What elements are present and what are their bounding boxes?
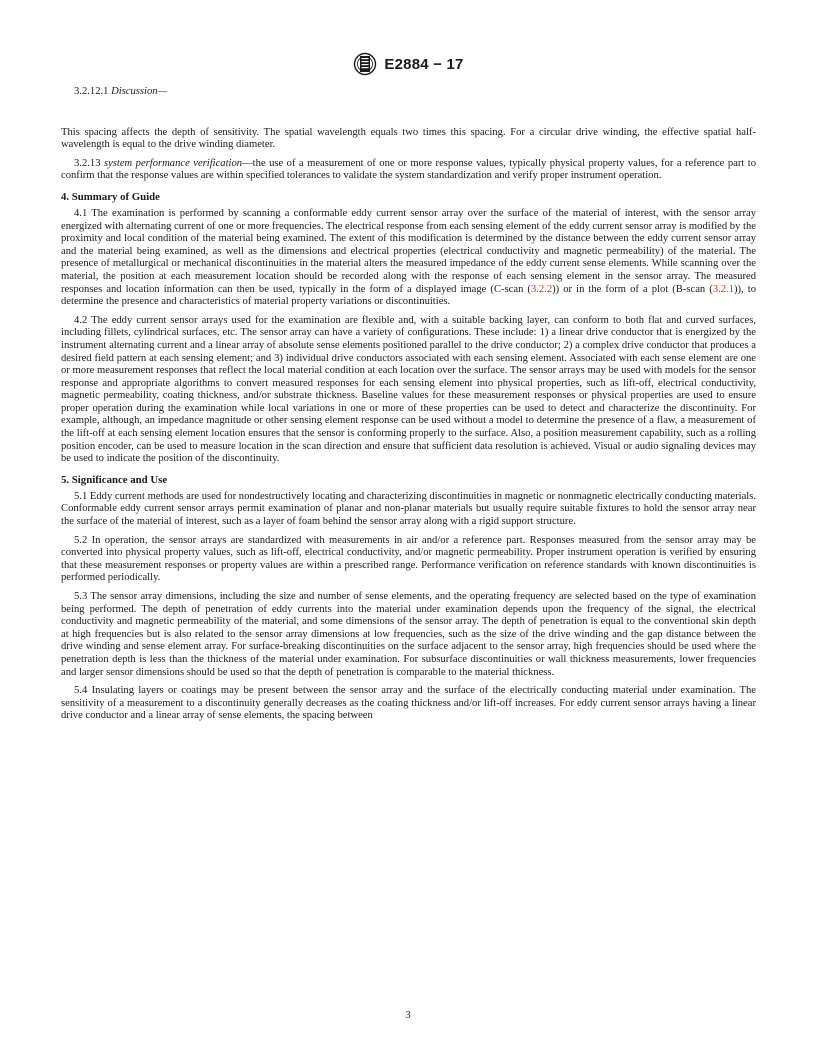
standard-designation: E2884 − 17 xyxy=(384,55,464,73)
document-body xyxy=(61,86,756,723)
paragraph-5-3 xyxy=(61,591,756,679)
discussion-text: This spacing affects the depth of sensitivity. The spatial wavelength equals two times this spacing. For a circular drive winding, the effective spatial half-wavelength is equal to the drive winding diameter. xyxy=(61,126,756,151)
astm-logo-icon xyxy=(352,52,378,76)
paragraph-text: Insulating layers or coatings may be present between the sensor array and the surface of the electrically conducting material under examination. The sensitivity of a measurement to a discontinuity generally decreases as the coating thickness and/or lift-off increases. For eddy current sensor arrays having a linear drive conductor and a linear array of sense elements, the spacing between xyxy=(61,685,756,722)
paragraph-text: )) or in the form of a plot (B-scan ( xyxy=(552,283,713,295)
discussion-label: Discussion— xyxy=(111,86,168,97)
cross-reference-link[interactable]: 3.2.2 xyxy=(530,283,553,295)
section-4-heading: 4. Summary of Guide xyxy=(61,190,160,203)
paragraph-text: The eddy current sensor arrays used for the examination are flexible and, with a suitable backing layer, can conform to both flat and curved surfaces, including fillets, cylindrical surfaces, etc. The sensor array can have a variety of configurations. These include: 1) a linear drive conductor that is energized by the instrument alternating current and a linear array of absolute sense elements positioned parallel to the drive conductor; 2) a complex drive conductor that produces a desired field pattern at each sensing element; and 3) individual drive conductors associated with each sensing element. Associated with each sense element are one or more measurement responses that reflect the local material condition at each location over the surface. The sensor arrays may be used with models for the sensor response and appropriate algorithms to convert measured responses for each sensing element into physical properties, such as lift-off, electrical conductivity, magnetic permeability, coating thickness, and/or substrate thickness. Baseline values for these measurement responses or physical properties are used to ensure proper operation during the examination while local variations in one or more of these properties can be used to detect and characterize the discontinuity. For example, although, an impedance magnitude or other sensing element response can be used without a model to determine the presence of a flaw, a measurement of the lift-off at each sensing element location ensures that the sensor is conforming properly to the surface. Also, a position measurement capability, such as a rolling position encoder, can be used to measure location in the scan direction and ensure that sufficient data resolution is achieved. Visual or audio signaling devices may be used to indicate the position of the discontinuity. xyxy=(61,314,756,465)
paragraph-text: Eddy current methods are used for nondestructively locating and characterizing discontinuities in magnetic or nonmagnetic electrically conducting materials. Conformable eddy current sensor arrays permit examination of planar and non-planar materials but usually require suitable fixtures to hold the sensor array near the surface of the material of interest, such as a layer of foam behind the sensor array along with a rigid support structure. xyxy=(61,490,756,528)
page-header xyxy=(0,52,816,81)
paragraph-5-4 xyxy=(61,685,756,723)
subsection-3-2-12-1-heading xyxy=(61,86,756,99)
paragraph-text: )), to determine the presence and characteristics of material property variations or discontinuities. xyxy=(61,283,757,308)
paragraph-5-1 xyxy=(61,491,756,529)
paragraph-4-2 xyxy=(61,315,756,466)
paragraph-5-2 xyxy=(61,535,756,585)
paragraph-4-1 xyxy=(61,208,756,309)
section-5-heading: 5. Significance and Use xyxy=(61,473,168,486)
section-number: 5.2 xyxy=(74,534,88,546)
cross-reference-link[interactable]: 3.2.1 xyxy=(712,283,734,295)
section-number: 4.1 xyxy=(74,207,88,219)
section-number: 3.2.12.1 xyxy=(74,86,109,97)
section-number: 5.4 xyxy=(74,685,88,697)
section-number: 5.3 xyxy=(74,591,88,602)
section-number: 4.2 xyxy=(74,314,88,326)
paragraph-text: The sensor array dimensions, including the size and number of sense elements, and the operating frequency are selected based on the type of examination being performed. The depth of penetration of eddy currents into the material under examination depends upon the frequency of the signal, the electrical conductivity and magnetic permeability of the material, and some dimensions of the sensor array. The depth of penetration is equal to the conventional skin depth at high frequencies but is also related to the sensor array dimensions at low frequencies, such as the size of the drive winding and the gap distance between the drive winding and sense element array. For surface-breaking discontinuities on the surface adjacent to the sensor array, high frequencies should be used where the penetration depth is less than the thickness of the material under examination. For subsurface discontinuities or wall thickness measurements, lower frequencies and larger sensor dimensions should be used so that the depth of penetration is comparable to the material thickness. xyxy=(61,591,756,678)
definition-text: —the use of a measurement of one or more response values, typically physical property values, for a reference part to confirm that the response values are within specified tolerances to validate the system standardization and verify proper instrument operation. xyxy=(61,157,756,182)
paragraph-text: In operation, the sensor arrays are standardized with measurements in air and/or a reference part. Responses measured from the sensor array may be converted into physical property values, such as lift-off, electrical conductivity, and/or magnetic permeability. Proper instrument operation is verified by ensuring that these measurement responses or property values are within a prescribed range. Performance verification on reference standards with known discontinuities is performed periodically. xyxy=(61,534,756,584)
paragraph-text: The examination is performed by scanning a conformable eddy current sensor array over the surface of the material of interest, with the sensor array energized with alternating current of one or more frequencies. The electrical response from each sensing element of the eddy current sensor array is modified by the proximity and local condition of the material being examined. The extent of this modification is determined by the distance between the eddy current sensor array and the material being examined, as well as the dimensions and electrical properties (electrical conductivity and magnetic permeability) of the material. The presence of metallurgical or mechanical discontinuities in the material alters the measured impedance of the eddy current sense elements. While scanning over the material, the position at each measurement location should be recorded along with the response of each sensing element in the sensor array. The measured responses and location information can then be used, typically in the form of a displayed image (C-scan ( xyxy=(61,207,756,295)
section-number: 3.2.13 xyxy=(74,157,101,169)
defined-term: system performance verification xyxy=(103,157,243,169)
section-number: 5.1 xyxy=(74,490,88,502)
subsection-3-2-13 xyxy=(61,158,756,183)
page-number: 3 xyxy=(405,1010,411,1021)
